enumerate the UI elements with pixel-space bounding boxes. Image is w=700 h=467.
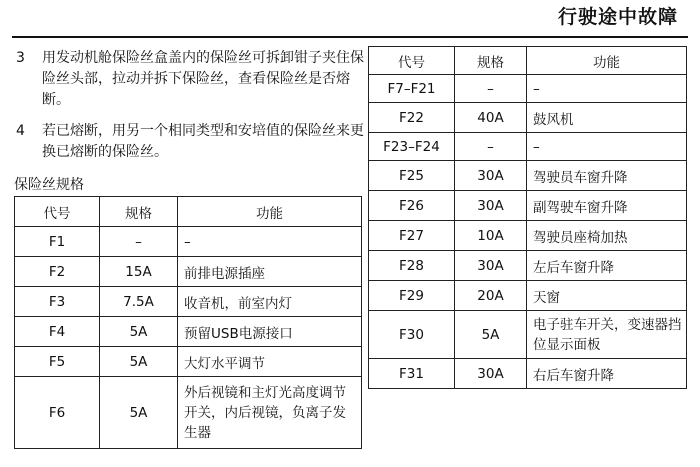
fuse-spec: – — [455, 75, 527, 103]
fuse-function: 预留USB电源接口 — [178, 317, 362, 347]
column-header-code: 代号 — [369, 47, 455, 75]
table-row — [15, 227, 362, 257]
table-row — [369, 359, 687, 389]
step-text: 用发动机舱保险丝盒盖内的保险丝可拆卸钳子夹住保险丝头部，拉动并拆下保险丝，查看保险丝是否熔断。 — [42, 50, 364, 108]
fuse-code: F30 — [369, 311, 455, 359]
fuse-code: F28 — [369, 251, 455, 281]
fuse-function: 鼓风机 — [527, 103, 687, 133]
fuse-function: 大灯水平调节 — [178, 347, 362, 377]
step-number: 4 — [16, 123, 25, 139]
column-header-code: 代号 — [15, 197, 100, 227]
table-header-row — [369, 47, 687, 75]
table-row — [15, 287, 362, 317]
fuse-code: F29 — [369, 281, 455, 311]
table-row — [369, 191, 687, 221]
table-row — [15, 377, 362, 449]
fuse-function: 电子驻车开关，变速器挡位显示面板 — [527, 311, 687, 359]
fuse-spec: 40A — [455, 103, 527, 133]
fuse-code: F26 — [369, 191, 455, 221]
fuse-spec: 10A — [455, 221, 527, 251]
table-row — [15, 317, 362, 347]
column-header-spec: 规格 — [455, 47, 527, 75]
table-row — [15, 257, 362, 287]
fuse-spec: 30A — [455, 359, 527, 389]
fuse-function: 右后车窗升降 — [527, 359, 687, 389]
fuse-code: F4 — [15, 317, 100, 347]
table-row — [369, 103, 687, 133]
fuse-function: – — [178, 227, 362, 257]
fuse-table-left — [14, 196, 362, 449]
fuse-code: F23–F24 — [369, 133, 455, 161]
fuse-function: – — [527, 133, 687, 161]
fuse-spec: 30A — [455, 191, 527, 221]
title-divider — [12, 36, 688, 38]
fuse-code: F2 — [15, 257, 100, 287]
step-3 — [16, 48, 364, 111]
fuse-function: 外后视镜和主灯光高度调节开关，内后视镜，负离子发生器 — [178, 377, 362, 449]
table-row — [369, 161, 687, 191]
fuse-function: 驾驶员座椅加热 — [527, 221, 687, 251]
fuse-code: F31 — [369, 359, 455, 389]
fuse-spec: 5A — [100, 347, 178, 377]
fuse-function: 副驾驶车窗升降 — [527, 191, 687, 221]
fuse-spec: 5A — [100, 317, 178, 347]
fuse-spec: – — [455, 133, 527, 161]
fuse-code: F1 — [15, 227, 100, 257]
fuse-function: 天窗 — [527, 281, 687, 311]
table-row — [369, 311, 687, 359]
fuse-code: F7–F21 — [369, 75, 455, 103]
table-row — [369, 75, 687, 103]
fuse-function: 前排电源插座 — [178, 257, 362, 287]
fuse-spec: 30A — [455, 161, 527, 191]
fuse-spec: 5A — [100, 377, 178, 449]
fuse-spec: 5A — [455, 311, 527, 359]
fuse-function: – — [527, 75, 687, 103]
table-header-row — [15, 197, 362, 227]
column-header-function: 功能 — [527, 47, 687, 75]
fuse-table-right — [368, 46, 687, 389]
column-header-spec: 规格 — [100, 197, 178, 227]
step-4 — [16, 121, 364, 163]
fuse-spec: – — [100, 227, 178, 257]
fuse-spec: 7.5A — [100, 287, 178, 317]
fuse-function: 左后车窗升降 — [527, 251, 687, 281]
fuse-function: 驾驶员车窗升降 — [527, 161, 687, 191]
table-row — [369, 221, 687, 251]
fuse-code: F5 — [15, 347, 100, 377]
fuse-code: F22 — [369, 103, 455, 133]
table-row — [15, 347, 362, 377]
fuse-code: F27 — [369, 221, 455, 251]
fuse-spec: 20A — [455, 281, 527, 311]
step-text: 若已熔断，用另一个相同类型和安培值的保险丝来更换已熔断的保险丝。 — [42, 123, 364, 160]
section-heading: 保险丝规格 — [14, 177, 84, 193]
fuse-code: F25 — [369, 161, 455, 191]
column-header-function: 功能 — [178, 197, 362, 227]
page-title: 行驶途中故障 — [557, 6, 678, 28]
fuse-spec: 15A — [100, 257, 178, 287]
step-number: 3 — [16, 50, 25, 66]
fuse-code: F3 — [15, 287, 100, 317]
fuse-code: F6 — [15, 377, 100, 449]
table-row — [369, 281, 687, 311]
table-row — [369, 133, 687, 161]
table-row — [369, 251, 687, 281]
fuse-function: 收音机，前室内灯 — [178, 287, 362, 317]
fuse-spec: 30A — [455, 251, 527, 281]
